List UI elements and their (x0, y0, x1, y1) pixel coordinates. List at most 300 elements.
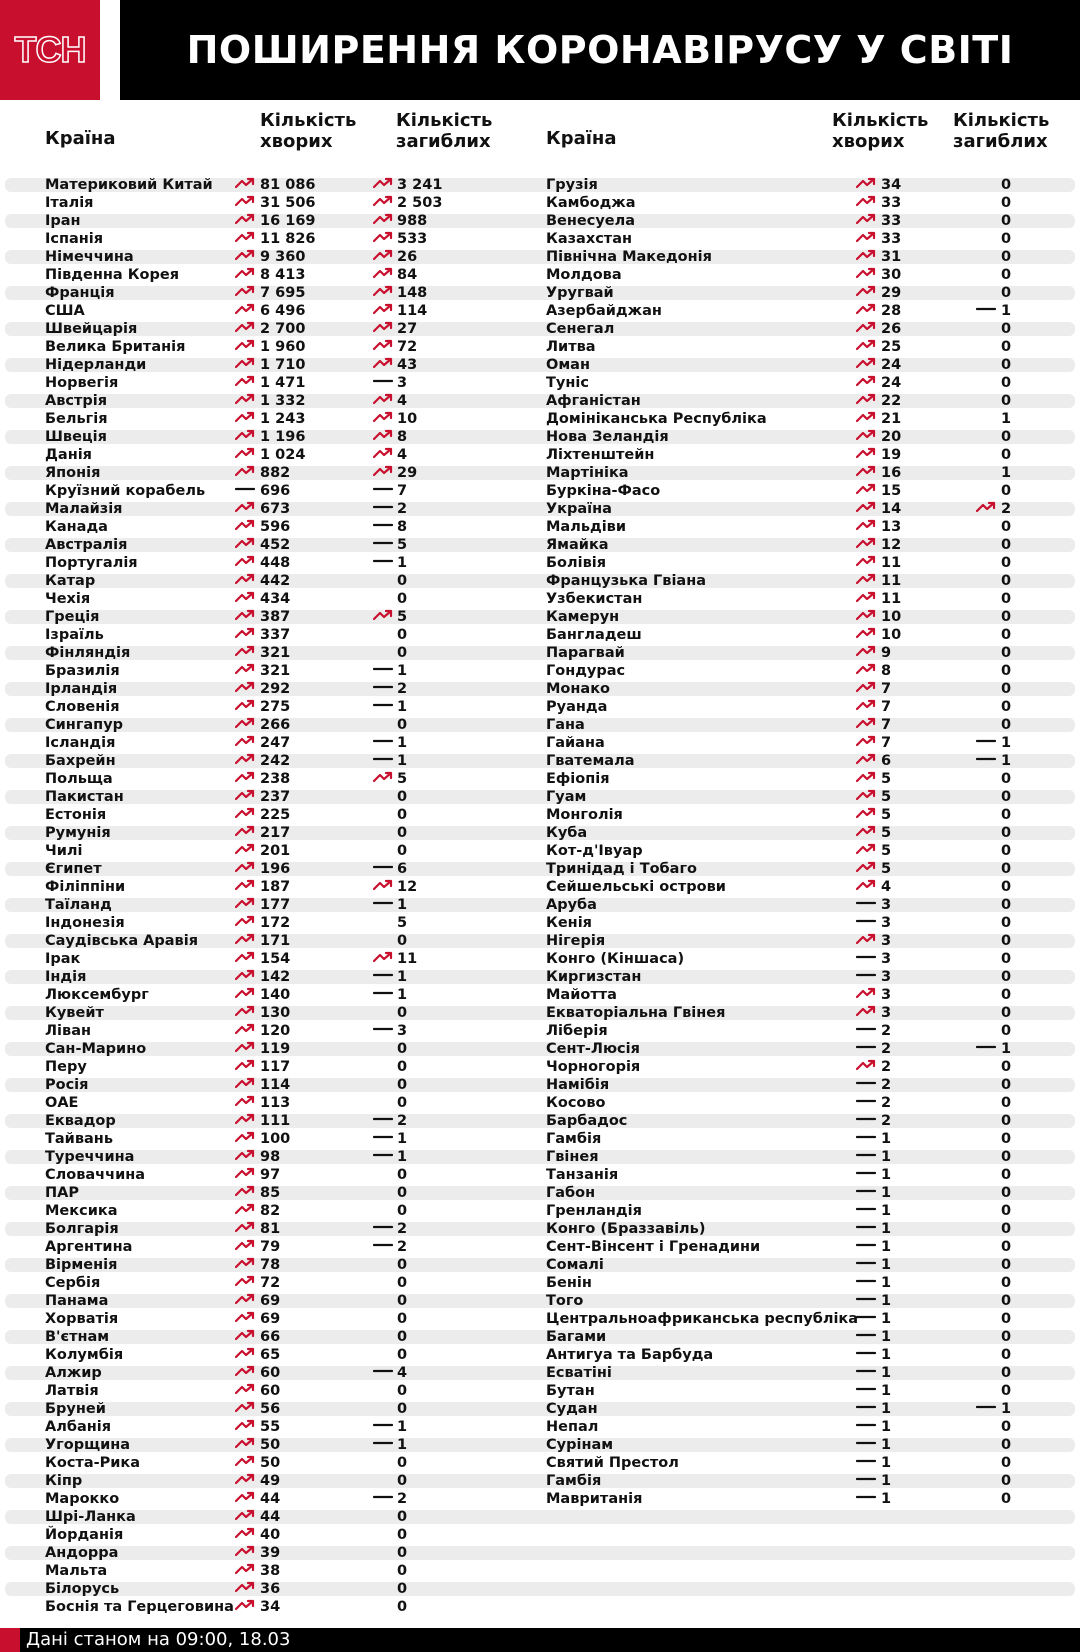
flat-dash-icon (856, 1382, 876, 1394)
country-name: Монголія (546, 807, 623, 823)
deaths-value: 0 (397, 1185, 408, 1201)
right-cases-header: Кількість хворих (832, 110, 929, 152)
deaths-value: 0 (1001, 1239, 1012, 1255)
country-name: Ліхтенштейн (546, 447, 655, 463)
country-name: Ірак (45, 951, 81, 967)
trend-up-icon (856, 608, 876, 620)
deaths-value: 0 (397, 627, 408, 643)
deaths-value: 0 (397, 1401, 408, 1417)
cases-value: 1 (881, 1491, 892, 1507)
deaths-value: 0 (1001, 321, 1012, 337)
table-row (0, 770, 1080, 788)
deaths-value: 0 (397, 717, 408, 733)
deaths-value: 2 (397, 1221, 408, 1237)
deaths-value: 0 (1001, 861, 1012, 877)
table-row (0, 266, 1080, 284)
cases-value: 113 (260, 1095, 291, 1111)
country-name: Ефіопія (546, 771, 610, 787)
table-row (0, 644, 1080, 662)
cases-value: 442 (260, 573, 291, 589)
deaths-value: 0 (1001, 645, 1012, 661)
cases-value: 321 (260, 663, 291, 679)
cases-value: 72 (260, 1275, 281, 1291)
country-name: Перу (45, 1059, 87, 1075)
trend-up-icon (856, 248, 876, 260)
cases-value: 1 (881, 1257, 892, 1273)
country-name: Пакистан (45, 789, 124, 805)
cases-value: 26 (881, 321, 902, 337)
trend-up-icon (856, 680, 876, 692)
table-row (0, 302, 1080, 320)
deaths-value: 10 (397, 411, 418, 427)
table-row (0, 1364, 1080, 1382)
country-name: Індонезія (45, 915, 125, 931)
table-row (0, 446, 1080, 464)
deaths-value: 0 (1001, 969, 1012, 985)
country-name: Чехія (45, 591, 91, 607)
cases-value: 237 (260, 789, 291, 805)
cases-value: 337 (260, 627, 291, 643)
trend-up-icon (856, 788, 876, 800)
cases-value: 242 (260, 753, 291, 769)
country-name: Панама (45, 1293, 109, 1309)
cases-value: 31 (881, 249, 902, 265)
cases-value: 2 (881, 1059, 892, 1075)
country-name: Монако (546, 681, 610, 697)
cases-value: 81 086 (260, 177, 316, 193)
table-row (0, 464, 1080, 482)
table-row (0, 1418, 1080, 1436)
deaths-value: 0 (397, 1167, 408, 1183)
country-name: Ліван (45, 1023, 91, 1039)
deaths-value: 26 (397, 249, 418, 265)
table-row (0, 572, 1080, 590)
deaths-value: 5 (397, 537, 408, 553)
deaths-value: 0 (1001, 591, 1012, 607)
deaths-value: 0 (1001, 987, 1012, 1003)
deaths-value: 4 (397, 393, 408, 409)
deaths-value: 1 (397, 699, 408, 715)
deaths-value: 0 (1001, 699, 1012, 715)
cases-value: 140 (260, 987, 291, 1003)
flat-dash-icon (856, 1364, 876, 1376)
flat-dash-icon (976, 302, 996, 314)
deaths-value: 0 (1001, 213, 1012, 229)
deaths-value: 0 (397, 933, 408, 949)
cases-value: 78 (260, 1257, 281, 1273)
deaths-value: 0 (397, 1041, 408, 1057)
cases-value: 4 (881, 879, 892, 895)
trend-up-icon (235, 1580, 255, 1592)
cases-value: 1 471 (260, 375, 306, 391)
flat-dash-icon (856, 1346, 876, 1358)
cases-value: 172 (260, 915, 291, 931)
cases-value: 9 360 (260, 249, 306, 265)
table-row (0, 734, 1080, 752)
cases-value: 15 (881, 483, 902, 499)
table-row (0, 626, 1080, 644)
country-name: США (45, 303, 85, 319)
trend-up-icon (856, 194, 876, 206)
deaths-value: 0 (1001, 915, 1012, 931)
cases-value: 5 (881, 825, 892, 841)
cases-value: 1 (881, 1383, 892, 1399)
country-name: Гамбія (546, 1131, 602, 1147)
cases-value: 3 (881, 897, 892, 913)
cases-value: 1 (881, 1167, 892, 1183)
deaths-value: 2 (397, 1113, 408, 1129)
deaths-value: 1 (1001, 303, 1012, 319)
cases-value: 2 (881, 1113, 892, 1129)
flat-dash-icon (856, 1472, 876, 1484)
country-name: Малайзія (45, 501, 123, 517)
trend-up-icon (856, 698, 876, 710)
country-name: Кувейт (45, 1005, 104, 1021)
cases-value: 6 (881, 753, 892, 769)
trend-up-icon (856, 536, 876, 548)
deaths-value: 0 (397, 1077, 408, 1093)
country-name: Гайана (546, 735, 605, 751)
country-name: Есватіні (546, 1365, 612, 1381)
cases-value: 1 (881, 1329, 892, 1345)
deaths-value: 0 (1001, 879, 1012, 895)
deaths-value: 0 (397, 807, 408, 823)
country-name: Бруней (45, 1401, 106, 1417)
country-name: Північна Македонія (546, 249, 712, 265)
country-name: Антигуа та Барбуда (546, 1347, 714, 1363)
deaths-value: 11 (397, 951, 418, 967)
cases-value: 1 024 (260, 447, 306, 463)
cases-value: 1 (881, 1185, 892, 1201)
deaths-value: 1 (397, 1419, 408, 1435)
table-row (0, 1508, 1080, 1526)
deaths-value: 0 (1001, 681, 1012, 697)
cases-value: 130 (260, 1005, 291, 1021)
deaths-value: 0 (1001, 177, 1012, 193)
cases-value: 596 (260, 519, 291, 535)
deaths-value: 1 (1001, 753, 1012, 769)
table-row (0, 1256, 1080, 1274)
cases-value: 13 (881, 519, 902, 535)
trend-up-icon (856, 500, 876, 512)
country-name: Італія (45, 195, 94, 211)
deaths-value: 43 (397, 357, 418, 373)
country-name: Гренландія (546, 1203, 642, 1219)
country-name: Материковий Китай (45, 177, 213, 193)
trend-up-icon (235, 1508, 255, 1520)
cases-value: 8 413 (260, 267, 306, 283)
deaths-value: 3 241 (397, 177, 443, 193)
country-name: Сербія (45, 1275, 101, 1291)
cases-value: 25 (881, 339, 902, 355)
country-name: Гондурас (546, 663, 626, 679)
flat-dash-icon (856, 1220, 876, 1232)
deaths-value: 0 (1001, 195, 1012, 211)
cases-value: 1 (881, 1275, 892, 1291)
cases-value: 117 (260, 1059, 291, 1075)
country-name: Того (546, 1293, 584, 1309)
country-name: Уругвай (546, 285, 614, 301)
deaths-value: 1 (1001, 1401, 1012, 1417)
cases-value: 49 (260, 1473, 281, 1489)
cases-value: 34 (260, 1599, 281, 1615)
flat-dash-icon (856, 1022, 876, 1034)
country-name: Таїланд (45, 897, 112, 913)
deaths-value: 0 (1001, 843, 1012, 859)
table-row (0, 500, 1080, 518)
country-name: Парагвай (546, 645, 625, 661)
trend-up-icon (856, 320, 876, 332)
deaths-value: 0 (1001, 1437, 1012, 1453)
cases-value: 1 (881, 1437, 892, 1453)
trend-up-icon (856, 302, 876, 314)
cases-value: 275 (260, 699, 291, 715)
country-name: Еквадор (45, 1113, 116, 1129)
cases-value: 16 169 (260, 213, 316, 229)
cases-value: 1 710 (260, 357, 306, 373)
country-name: Ізраїль (45, 627, 104, 643)
cases-value: 3 (881, 1005, 892, 1021)
table-row (0, 608, 1080, 626)
country-name: Центральноафриканська республіка (546, 1311, 859, 1327)
trend-up-icon (856, 428, 876, 440)
country-name: Сент-Люсія (546, 1041, 640, 1057)
cases-value: 34 (881, 177, 902, 193)
cases-value: 114 (260, 1077, 291, 1093)
table-row (0, 968, 1080, 986)
flat-dash-icon (856, 1490, 876, 1502)
country-name: Азербайджан (546, 303, 662, 319)
country-name: Сингапур (45, 717, 124, 733)
deaths-value: 0 (1001, 393, 1012, 409)
country-name: Туреччина (45, 1149, 135, 1165)
table-row (0, 1184, 1080, 1202)
cases-value: 22 (881, 393, 902, 409)
deaths-value: 0 (1001, 1185, 1012, 1201)
deaths-value: 0 (397, 1581, 408, 1597)
table-row (0, 1220, 1080, 1238)
deaths-value: 148 (397, 285, 428, 301)
trend-up-icon (856, 518, 876, 530)
cases-value: 30 (881, 267, 902, 283)
deaths-value: 988 (397, 213, 428, 229)
deaths-value: 0 (1001, 429, 1012, 445)
cases-value: 3 (881, 915, 892, 931)
logo-text: ТСН (14, 29, 86, 70)
country-name: Гуам (546, 789, 587, 805)
country-name: Буркіна-Фасо (546, 483, 661, 499)
cases-value: 7 (881, 735, 892, 751)
deaths-value: 1 (397, 987, 408, 1003)
cases-value: 1 243 (260, 411, 306, 427)
table-row (0, 1328, 1080, 1346)
country-name: Чорногорія (546, 1059, 641, 1075)
deaths-value: 0 (1001, 519, 1012, 535)
country-name: Катар (45, 573, 96, 589)
table-row (0, 1580, 1080, 1598)
table-row (0, 662, 1080, 680)
cases-value: 33 (881, 231, 902, 247)
cases-value: 696 (260, 483, 291, 499)
cases-value: 238 (260, 771, 291, 787)
cases-value: 3 (881, 951, 892, 967)
cases-value: 2 (881, 1041, 892, 1057)
country-name: Швейцарія (45, 321, 138, 337)
table-row (0, 1562, 1080, 1580)
table-row (0, 1238, 1080, 1256)
flat-dash-icon (856, 914, 876, 926)
cases-value: 2 700 (260, 321, 306, 337)
cases-value: 11 (881, 591, 902, 607)
table-row (0, 1544, 1080, 1562)
deaths-value: 0 (1001, 1293, 1012, 1309)
flat-dash-icon (856, 968, 876, 980)
flat-dash-icon (856, 1166, 876, 1178)
deaths-value: 0 (1001, 1257, 1012, 1273)
country-name: Тайвань (45, 1131, 113, 1147)
deaths-value: 0 (397, 1005, 408, 1021)
cases-value: 21 (881, 411, 902, 427)
deaths-value: 12 (397, 879, 418, 895)
cases-value: 5 (881, 843, 892, 859)
deaths-value: 0 (1001, 807, 1012, 823)
country-name: Велика Британія (45, 339, 186, 355)
trend-up-icon (856, 932, 876, 944)
country-name: Болгарія (45, 1221, 119, 1237)
table-row (0, 1526, 1080, 1544)
cases-value: 38 (260, 1563, 281, 1579)
cases-value: 321 (260, 645, 291, 661)
country-name: Нова Зеландія (546, 429, 669, 445)
cases-value: 1 (881, 1473, 892, 1489)
deaths-value: 0 (1001, 339, 1012, 355)
table-row (0, 1004, 1080, 1022)
country-name: Фінляндія (45, 645, 131, 661)
country-name: Непал (546, 1419, 599, 1435)
country-name: Домініканська Республіка (546, 411, 767, 427)
deaths-value: 0 (1001, 789, 1012, 805)
deaths-value: 0 (397, 1203, 408, 1219)
table-row (0, 1112, 1080, 1130)
deaths-value: 0 (1001, 933, 1012, 949)
cases-value: 142 (260, 969, 291, 985)
trend-up-icon (856, 230, 876, 242)
deaths-value: 0 (1001, 483, 1012, 499)
cases-value: 882 (260, 465, 291, 481)
flat-dash-icon (976, 752, 996, 764)
table-row (0, 194, 1080, 212)
country-name: Словаччина (45, 1167, 146, 1183)
cases-value: 387 (260, 609, 291, 625)
table-row (0, 1310, 1080, 1328)
deaths-value: 0 (397, 1329, 408, 1345)
deaths-value: 0 (397, 1347, 408, 1363)
left-cases-header: Кількість хворих (260, 110, 357, 152)
cases-value: 69 (260, 1293, 281, 1309)
country-name: Афганістан (546, 393, 641, 409)
deaths-value: 1 (1001, 465, 1012, 481)
country-name: Південна Корея (45, 267, 180, 283)
cases-value: 28 (881, 303, 902, 319)
table-row (0, 392, 1080, 410)
country-name: Судан (546, 1401, 598, 1417)
table-row (0, 554, 1080, 572)
cases-value: 97 (260, 1167, 281, 1183)
trend-up-icon (856, 464, 876, 476)
flat-dash-icon (856, 1040, 876, 1052)
cases-value: 673 (260, 501, 291, 517)
country-name: Камбоджа (546, 195, 636, 211)
country-name: Оман (546, 357, 590, 373)
cases-value: 1 332 (260, 393, 306, 409)
deaths-value: 1 (1001, 735, 1012, 751)
country-name: Ліберія (546, 1023, 608, 1039)
country-name: Грузія (546, 177, 598, 193)
cases-value: 24 (881, 375, 902, 391)
cases-value: 10 (881, 627, 902, 643)
country-name: Болівія (546, 555, 607, 571)
country-name: Ямайка (546, 537, 609, 553)
table-row (0, 248, 1080, 266)
cases-value: 1 (881, 1239, 892, 1255)
deaths-value: 1 (397, 1131, 408, 1147)
table-row (0, 788, 1080, 806)
cases-value: 50 (260, 1455, 281, 1471)
tsn-logo (0, 0, 100, 100)
cases-value: 40 (260, 1527, 281, 1543)
country-name: Намібія (546, 1077, 610, 1093)
country-name: ОАЕ (45, 1095, 79, 1111)
trend-up-icon (235, 1526, 255, 1538)
country-name: Гана (546, 717, 585, 733)
deaths-value: 0 (1001, 1077, 1012, 1093)
table-row (0, 590, 1080, 608)
left-deaths-header: Кількість загиблих (396, 110, 493, 152)
country-name: Вірменія (45, 1257, 118, 1273)
cases-value: 56 (260, 1401, 281, 1417)
trend-up-icon (856, 446, 876, 458)
table-row (0, 824, 1080, 842)
flat-dash-icon (856, 1400, 876, 1412)
cases-value: 154 (260, 951, 291, 967)
trend-up-icon (856, 572, 876, 584)
deaths-value: 4 (397, 447, 408, 463)
country-name: Молдова (546, 267, 622, 283)
cases-value: 5 (881, 789, 892, 805)
deaths-value: 0 (397, 591, 408, 607)
table-row (0, 1598, 1080, 1616)
country-name: Австралія (45, 537, 128, 553)
table-row (0, 1346, 1080, 1364)
deaths-value: 1 (397, 969, 408, 985)
country-name: В'єтнам (45, 1329, 110, 1345)
cases-value: 7 (881, 681, 892, 697)
deaths-value: 8 (397, 429, 408, 445)
cases-value: 60 (260, 1365, 281, 1381)
cases-value: 29 (881, 285, 902, 301)
cases-value: 187 (260, 879, 291, 895)
deaths-value: 0 (1001, 231, 1012, 247)
country-name: Румунія (45, 825, 111, 841)
trend-up-icon (856, 410, 876, 422)
page-title: ПОШИРЕННЯ КОРОНАВІРУСУ У СВІТІ (186, 28, 1014, 72)
table-row (0, 914, 1080, 932)
deaths-value: 0 (1001, 1347, 1012, 1363)
deaths-value: 0 (397, 789, 408, 805)
cases-value: 2 (881, 1077, 892, 1093)
cases-value: 14 (881, 501, 902, 517)
deaths-value: 0 (1001, 717, 1012, 733)
